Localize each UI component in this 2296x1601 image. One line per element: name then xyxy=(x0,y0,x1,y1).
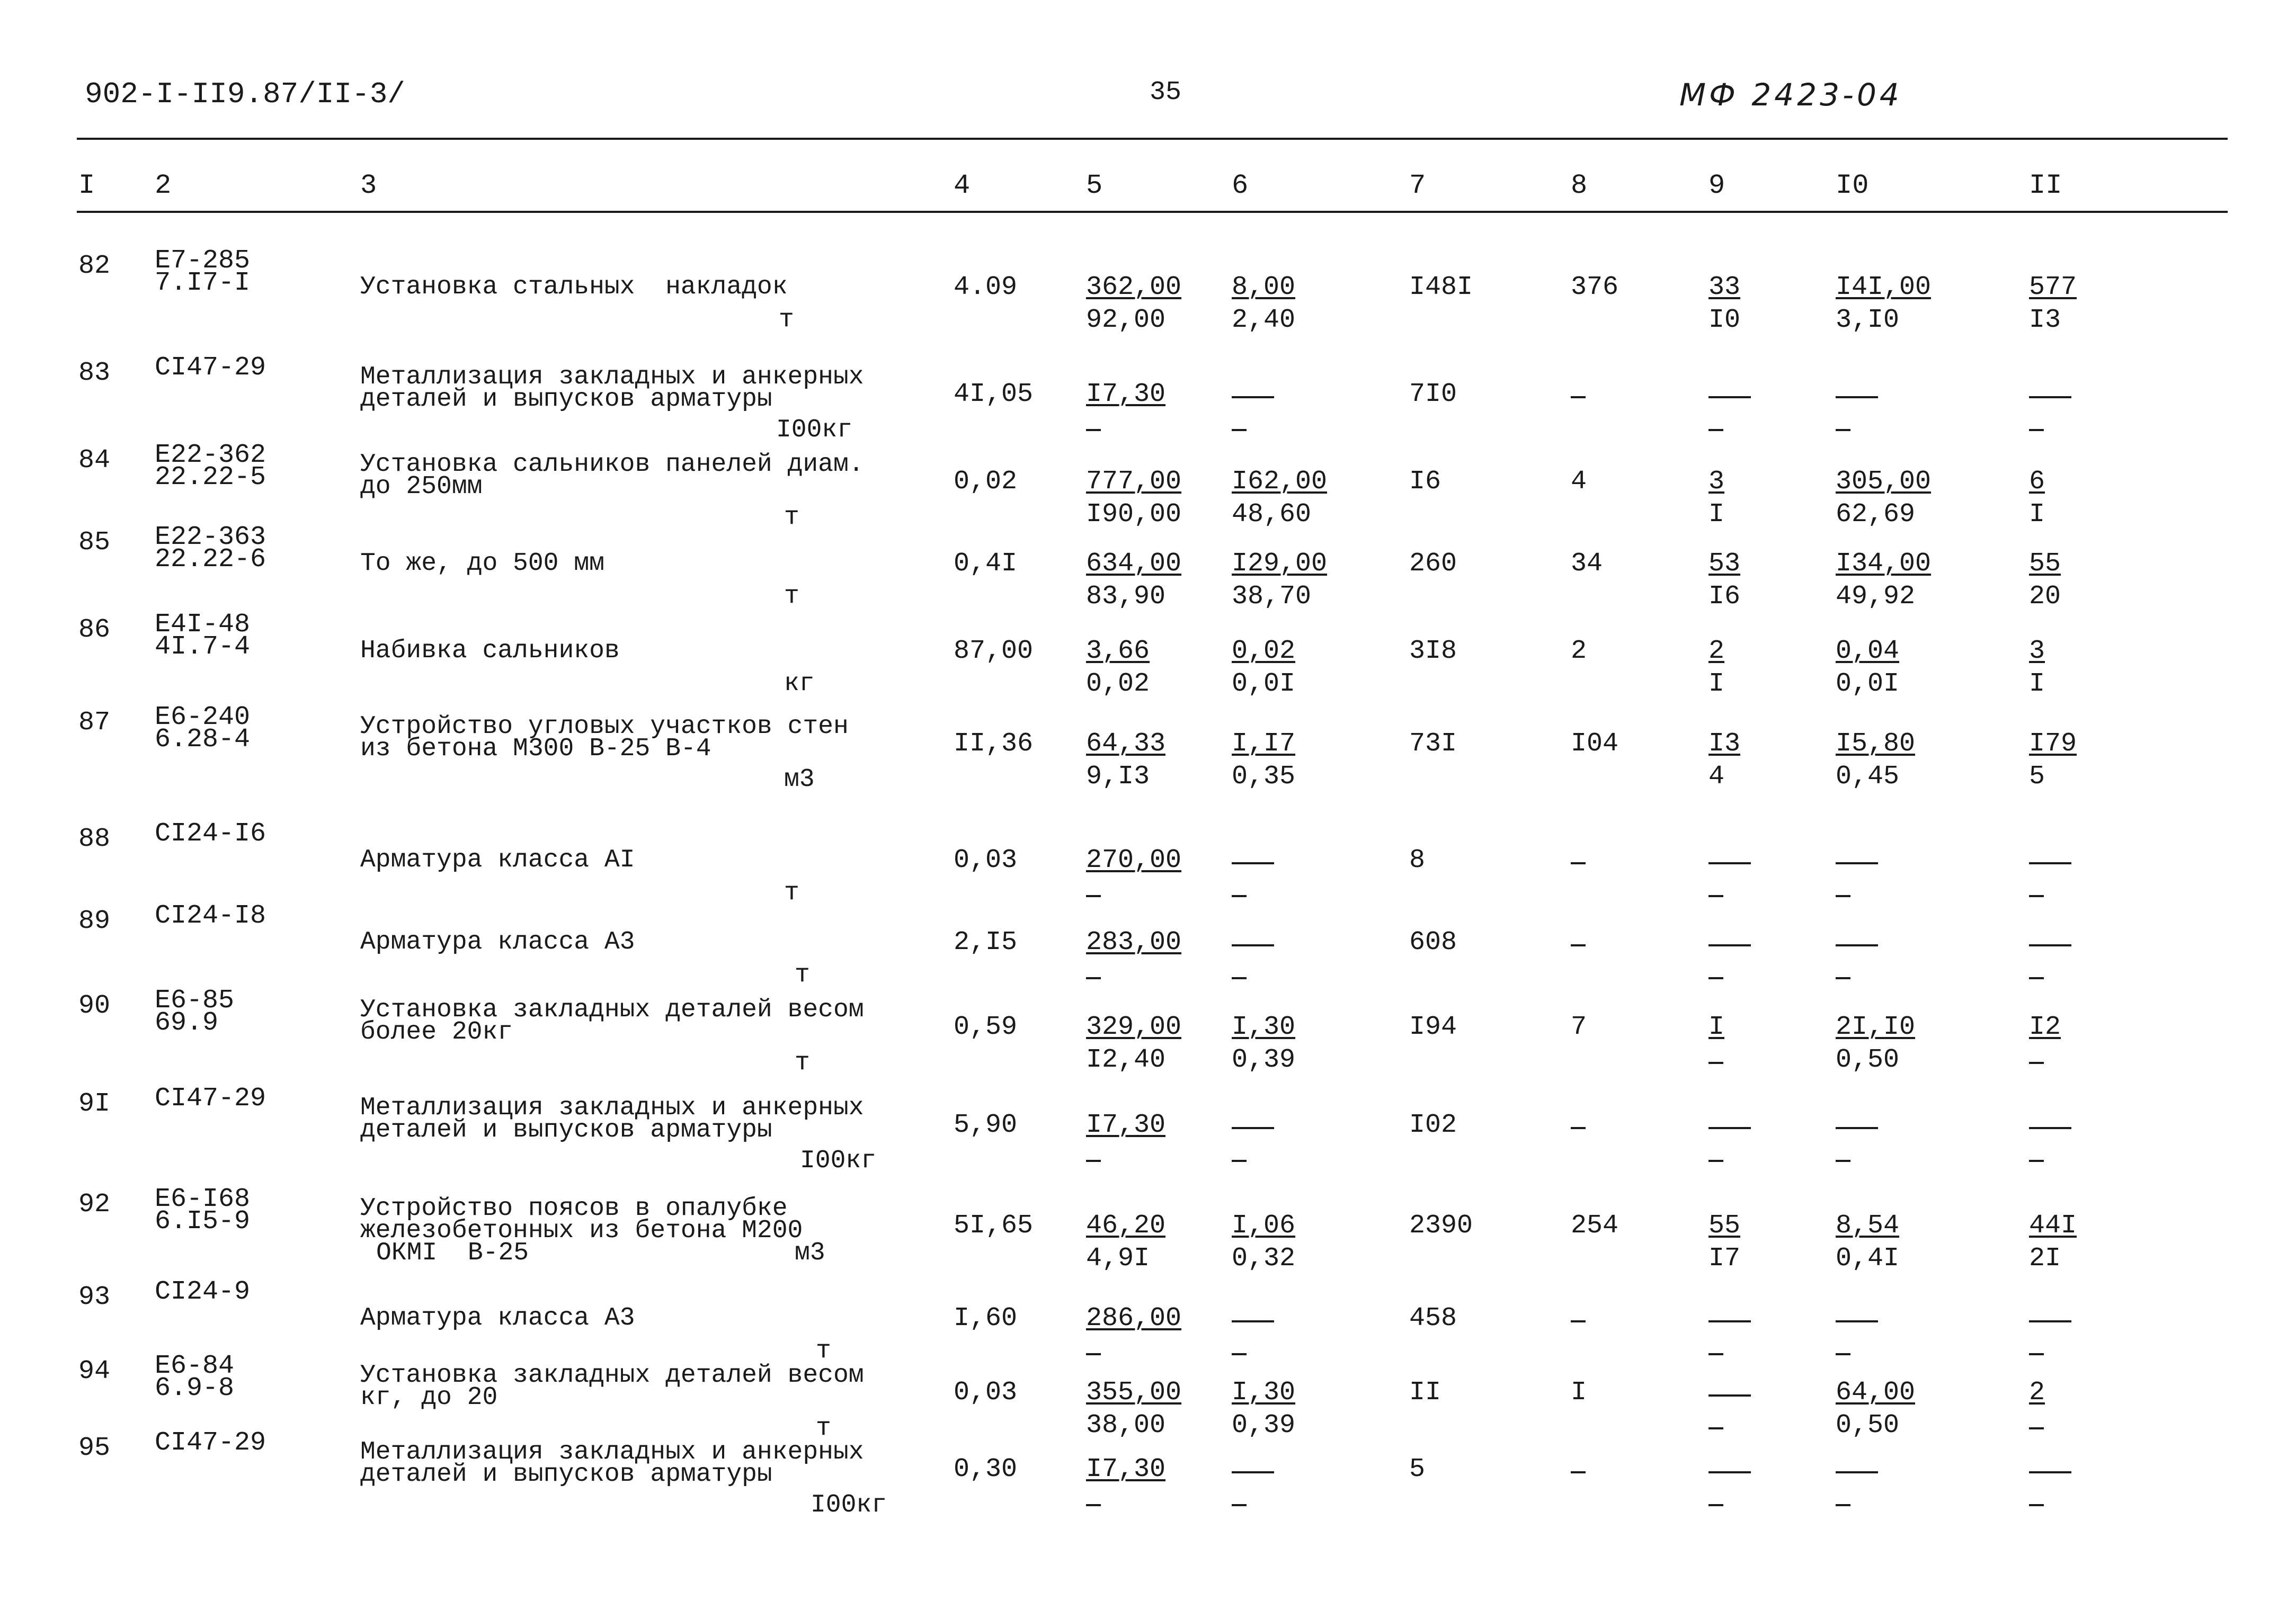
row-description-line2: деталей и выпусков арматуры xyxy=(360,385,772,414)
row-c11-bottom xyxy=(2029,1353,2044,1355)
row-c6-bottom: 0,39 xyxy=(1232,1045,1296,1075)
row-c11-bottom: 5 xyxy=(2029,762,2045,792)
row-c8 xyxy=(1571,396,1586,398)
column-header-3: 3 xyxy=(360,170,377,201)
row-c9-top xyxy=(1708,944,1751,946)
row-c11-bottom xyxy=(2029,1504,2044,1506)
row-c7: 7I0 xyxy=(1409,379,1457,409)
row-description-line2: более 20кг xyxy=(360,1018,513,1047)
row-quantity: 5I,65 xyxy=(954,1211,1034,1241)
row-c10-bottom: 0,45 xyxy=(1836,762,1900,792)
row-c5-bottom: 9,I3 xyxy=(1086,762,1150,792)
row-unit: т xyxy=(779,306,794,334)
row-c8: 254 xyxy=(1571,1211,1619,1241)
row-c5-bottom xyxy=(1086,1160,1101,1162)
row-number: 90 xyxy=(78,991,111,1021)
row-c8: 4 xyxy=(1571,467,1587,497)
row-number: 82 xyxy=(78,251,111,281)
row-code: СI24-I6 xyxy=(155,819,266,849)
row-c6-bottom xyxy=(1232,977,1247,979)
row-description: Набивка сальников xyxy=(360,637,620,665)
row-c11-top: 6 xyxy=(2029,467,2045,497)
row-c6-bottom: 0,32 xyxy=(1232,1244,1296,1274)
row-c5-bottom xyxy=(1086,1504,1101,1506)
row-c10-bottom xyxy=(1836,1160,1850,1162)
doc-code: 902-I-II9.87/II-3/ xyxy=(85,77,405,111)
row-c11-bottom xyxy=(2029,977,2044,979)
row-quantity: 0,59 xyxy=(954,1012,1018,1042)
row-c11-top: 2 xyxy=(2029,1378,2045,1408)
column-header-8: 8 xyxy=(1571,170,1588,201)
row-c5-top: I7,30 xyxy=(1086,1110,1166,1140)
row-c5-bottom xyxy=(1086,977,1101,979)
column-header-5: 5 xyxy=(1086,170,1103,201)
row-unit: м3 xyxy=(784,765,815,794)
row-c11-bottom: I xyxy=(2029,669,2045,699)
row-c8 xyxy=(1571,862,1586,864)
column-header-2: 2 xyxy=(155,170,172,201)
row-c10-top xyxy=(1836,1127,1878,1129)
row-c11-top xyxy=(2029,944,2071,946)
row-c6-top: I62,00 xyxy=(1232,467,1328,497)
row-quantity: I,60 xyxy=(954,1303,1018,1334)
column-header-10: I0 xyxy=(1836,170,1869,201)
row-description: Установка закладных деталей весом xyxy=(360,996,864,1024)
row-quantity: 0,4I xyxy=(954,549,1018,579)
row-c7: I94 xyxy=(1409,1012,1457,1042)
row-description-line2: деталей и выпусков арматуры xyxy=(360,1116,772,1144)
row-code: Е7-285 xyxy=(155,246,251,276)
row-code-sub: 22.22-6 xyxy=(155,544,266,575)
row-c11-top xyxy=(2029,1320,2071,1322)
row-c7: I6 xyxy=(1409,467,1441,497)
row-code: СI47-29 xyxy=(155,1084,266,1114)
row-c5-bottom: 0,02 xyxy=(1086,669,1150,699)
row-c6-bottom xyxy=(1232,895,1247,897)
row-c6-top xyxy=(1232,1127,1274,1129)
row-code: Е6-240 xyxy=(155,702,251,732)
column-header-6: 6 xyxy=(1232,170,1249,201)
row-c9-top: 53 xyxy=(1708,549,1741,579)
row-c6-top xyxy=(1232,862,1274,864)
row-c10-bottom: 3,I0 xyxy=(1836,305,1900,335)
row-c10-top xyxy=(1836,396,1878,398)
row-c11-bottom: I3 xyxy=(2029,305,2061,335)
row-unit: м3 xyxy=(795,1239,825,1267)
row-c5-top: 46,20 xyxy=(1086,1211,1166,1241)
row-number: 9I xyxy=(78,1089,111,1119)
row-c10-bottom: 49,92 xyxy=(1836,582,1916,612)
row-unit: кг xyxy=(784,669,815,698)
row-c10-bottom: 0,50 xyxy=(1836,1410,1900,1441)
row-c8 xyxy=(1571,1471,1586,1473)
row-description-line2: из бетона М300 В-25 В-4 xyxy=(360,735,711,763)
row-c9-top xyxy=(1708,1127,1751,1129)
row-c5-bottom: 38,00 xyxy=(1086,1410,1166,1441)
row-description: То же, до 500 мм xyxy=(360,549,604,578)
row-c5-bottom: 92,00 xyxy=(1086,305,1166,335)
row-quantity: 4.09 xyxy=(954,272,1018,302)
row-description-line2: деталей и выпусков арматуры xyxy=(360,1460,772,1489)
row-c10-bottom xyxy=(1836,1504,1850,1506)
row-c9-top: I3 xyxy=(1708,729,1741,759)
row-number: 84 xyxy=(78,445,111,476)
row-c10-top xyxy=(1836,944,1878,946)
row-c6-bottom: 0,0I xyxy=(1232,669,1296,699)
row-description-line2: кг, до 20 xyxy=(360,1383,498,1412)
row-c6-top xyxy=(1232,944,1274,946)
row-c8: I04 xyxy=(1571,729,1619,759)
row-c6-top xyxy=(1232,1471,1274,1473)
row-c6-bottom xyxy=(1232,1353,1247,1355)
row-description: Арматура класса АI xyxy=(360,846,635,874)
row-number: 89 xyxy=(78,906,111,936)
row-c9-top xyxy=(1708,1320,1751,1322)
row-description-line2: железобетонных из бетона М200 xyxy=(360,1217,803,1245)
row-c6-top: I,30 xyxy=(1232,1378,1296,1408)
row-c7: I48I xyxy=(1409,272,1473,302)
row-c5-top: 634,00 xyxy=(1086,549,1182,579)
row-code-sub: 22.22-5 xyxy=(155,462,266,493)
row-number: 83 xyxy=(78,358,111,388)
row-c8: I xyxy=(1571,1378,1587,1408)
row-unit: т xyxy=(795,1049,810,1077)
row-c5-bottom: I90,00 xyxy=(1086,499,1182,530)
row-c5-bottom: 4,9I xyxy=(1086,1244,1150,1274)
row-c10-bottom: 0,50 xyxy=(1836,1045,1900,1075)
row-c5-top: I7,30 xyxy=(1086,1454,1166,1484)
column-header-9: 9 xyxy=(1708,170,1725,201)
row-c11-bottom xyxy=(2029,1062,2044,1064)
row-c5-bottom: I2,40 xyxy=(1086,1045,1166,1075)
row-c10-top: 305,00 xyxy=(1836,467,1932,497)
row-description: Устройство угловых участков стен xyxy=(360,712,849,741)
row-c10-bottom: 0,4I xyxy=(1836,1244,1900,1274)
row-code-sub: 4I.7-4 xyxy=(155,632,251,662)
row-c6-top: I,06 xyxy=(1232,1211,1296,1241)
row-c9-bottom: I7 xyxy=(1708,1244,1741,1274)
row-c6-bottom: 0,39 xyxy=(1232,1410,1296,1441)
row-c10-top xyxy=(1836,1471,1878,1473)
row-c5-top: 355,00 xyxy=(1086,1378,1182,1408)
row-c11-bottom xyxy=(2029,895,2044,897)
row-code-sub: 6.28-4 xyxy=(155,725,251,755)
row-description: Арматура класса А3 xyxy=(360,928,635,956)
row-c6-top xyxy=(1232,1320,1274,1322)
row-c10-bottom: 0,0I xyxy=(1836,669,1900,699)
row-c11-bottom xyxy=(2029,1160,2044,1162)
row-code: СI47-29 xyxy=(155,353,266,383)
row-c6-bottom xyxy=(1232,1160,1247,1162)
row-c11-top: 3 xyxy=(2029,636,2045,666)
row-unit: I00кг xyxy=(800,1147,877,1175)
row-code: Е22-362 xyxy=(155,440,266,470)
row-c11-top: 55 xyxy=(2029,549,2061,579)
row-c5-top: 777,00 xyxy=(1086,467,1182,497)
row-c8: 376 xyxy=(1571,272,1619,302)
row-c9-bottom xyxy=(1708,1427,1723,1429)
row-c11-bottom: 2I xyxy=(2029,1244,2061,1274)
row-quantity: 5,90 xyxy=(954,1110,1018,1140)
row-c11-top: I79 xyxy=(2029,729,2077,759)
row-description: Устройство поясов в опалубке xyxy=(360,1194,788,1223)
row-c10-top: 0,04 xyxy=(1836,636,1900,666)
row-c10-top: 8,54 xyxy=(1836,1211,1900,1241)
row-unit: I00кг xyxy=(776,416,853,444)
row-c9-bottom: I6 xyxy=(1708,582,1741,612)
row-c10-bottom xyxy=(1836,977,1850,979)
row-c6-top: 0,02 xyxy=(1232,636,1296,666)
row-unit: т xyxy=(784,582,799,611)
row-unit: т xyxy=(816,1337,831,1365)
row-c5-bottom xyxy=(1086,1353,1101,1355)
row-c8: 2 xyxy=(1571,636,1587,666)
row-c6-bottom: 38,70 xyxy=(1232,582,1312,612)
row-c11-top xyxy=(2029,1471,2071,1473)
row-unit: I00кг xyxy=(811,1491,887,1519)
row-c11-top: 44I xyxy=(2029,1211,2077,1241)
row-c8: 34 xyxy=(1571,549,1603,579)
row-c7: 2390 xyxy=(1409,1211,1473,1241)
row-c9-bottom: I xyxy=(1708,669,1725,699)
row-c9-bottom xyxy=(1708,1062,1723,1064)
row-number: 93 xyxy=(78,1282,111,1312)
row-c10-top: I34,00 xyxy=(1836,549,1932,579)
row-c7: 8 xyxy=(1409,845,1426,875)
row-code: Е22-363 xyxy=(155,522,266,552)
row-c11-top: 577 xyxy=(2029,272,2077,302)
column-header-1: I xyxy=(78,170,95,201)
row-c5-top: 286,00 xyxy=(1086,1303,1182,1334)
row-c9-top xyxy=(1708,1471,1751,1473)
row-c6-bottom: 0,35 xyxy=(1232,762,1296,792)
row-c11-bottom xyxy=(2029,429,2044,431)
row-c9-bottom xyxy=(1708,1160,1723,1162)
row-c9-bottom: I xyxy=(1708,499,1725,530)
row-code-sub: 6.I5-9 xyxy=(155,1206,251,1237)
row-c9-top: 3 xyxy=(1708,467,1725,497)
row-c5-top: 362,00 xyxy=(1086,272,1182,302)
row-unit: т xyxy=(795,961,810,989)
row-description: Арматура класса А3 xyxy=(360,1304,635,1332)
row-c6-bottom xyxy=(1232,429,1247,431)
row-c5-top: 64,33 xyxy=(1086,729,1166,759)
row-code: Е6-I68 xyxy=(155,1184,251,1214)
row-c7: 458 xyxy=(1409,1303,1457,1334)
row-number: 92 xyxy=(78,1189,111,1220)
row-description: Установка сальников панелей диам. xyxy=(360,450,864,479)
row-quantity: 87,00 xyxy=(954,636,1034,666)
row-c5-bottom: 83,90 xyxy=(1086,582,1166,612)
row-c7: 5 xyxy=(1409,1454,1426,1484)
row-c6-bottom: 48,60 xyxy=(1232,499,1312,530)
row-c6-bottom xyxy=(1232,1504,1247,1506)
page-number: 35 xyxy=(1150,77,1182,108)
row-c10-bottom: 62,69 xyxy=(1836,499,1916,530)
row-c6-top: 8,00 xyxy=(1232,272,1296,302)
row-c5-top: I7,30 xyxy=(1086,379,1166,409)
row-c7: 73I xyxy=(1409,729,1457,759)
row-c8 xyxy=(1571,1127,1586,1129)
row-c9-top xyxy=(1708,396,1751,398)
row-code-sub: 6.9-8 xyxy=(155,1373,235,1403)
row-c10-top: I4I,00 xyxy=(1836,272,1932,302)
row-c11-top xyxy=(2029,396,2071,398)
column-header-4: 4 xyxy=(954,170,971,201)
row-c11-top xyxy=(2029,1127,2071,1129)
row-c5-top: 270,00 xyxy=(1086,845,1182,875)
row-quantity: 0,03 xyxy=(954,1378,1018,1408)
row-c7: II xyxy=(1409,1378,1441,1408)
row-c5-bottom xyxy=(1086,895,1101,897)
row-c10-top xyxy=(1836,1320,1878,1322)
row-c9-bottom xyxy=(1708,1504,1723,1506)
row-code: Е6-85 xyxy=(155,986,235,1016)
row-c7: 3I8 xyxy=(1409,636,1457,666)
row-unit: т xyxy=(784,503,799,532)
row-c8 xyxy=(1571,1320,1586,1322)
row-c11-top: I2 xyxy=(2029,1012,2061,1042)
row-c9-top: 2 xyxy=(1708,636,1725,666)
row-c10-top xyxy=(1836,862,1878,864)
row-c11-bottom: I xyxy=(2029,499,2045,530)
row-c11-bottom xyxy=(2029,1427,2044,1429)
row-quantity: 0,03 xyxy=(954,845,1018,875)
row-c11-bottom: 20 xyxy=(2029,582,2061,612)
column-header-11: II xyxy=(2029,170,2062,201)
header-rule xyxy=(77,211,2228,213)
row-c9-top: I xyxy=(1708,1012,1725,1042)
row-c6-top: I,I7 xyxy=(1232,729,1296,759)
row-c10-top: I5,80 xyxy=(1836,729,1916,759)
row-quantity: II,36 xyxy=(954,729,1034,759)
row-code-sub: 7.I7-I xyxy=(155,268,251,298)
row-quantity: 4I,05 xyxy=(954,379,1034,409)
row-number: 94 xyxy=(78,1356,111,1387)
row-c8: 7 xyxy=(1571,1012,1587,1042)
row-c11-top xyxy=(2029,862,2071,864)
row-c9-top: 33 xyxy=(1708,272,1741,302)
row-c10-bottom xyxy=(1836,429,1850,431)
row-description-line3: ОКМI В-25 xyxy=(376,1239,529,1267)
row-code: СI24-9 xyxy=(155,1277,251,1307)
row-quantity: 0,02 xyxy=(954,467,1018,497)
row-code: Е6-84 xyxy=(155,1351,235,1381)
row-code: СI47-29 xyxy=(155,1428,266,1458)
row-c5-top: 329,00 xyxy=(1086,1012,1182,1042)
row-c5-top: 283,00 xyxy=(1086,927,1182,958)
row-description: Установка стальных накладок xyxy=(360,273,788,301)
row-code: СI24-I8 xyxy=(155,901,266,931)
row-number: 86 xyxy=(78,615,111,645)
top-rule xyxy=(77,138,2228,140)
column-header-7: 7 xyxy=(1409,170,1426,201)
row-c9-bottom xyxy=(1708,977,1723,979)
row-c10-bottom xyxy=(1836,895,1850,897)
row-c7: 260 xyxy=(1409,549,1457,579)
row-c8 xyxy=(1571,944,1586,946)
row-c10-top: 64,00 xyxy=(1836,1378,1916,1408)
row-c6-top: I,30 xyxy=(1232,1012,1296,1042)
row-c9-bottom xyxy=(1708,429,1723,431)
row-quantity: 2,I5 xyxy=(954,927,1018,958)
row-code: Е4I-48 xyxy=(155,610,251,640)
row-description: Установка закладных деталей весом xyxy=(360,1361,864,1390)
row-c5-bottom xyxy=(1086,429,1101,431)
row-c7: I02 xyxy=(1409,1110,1457,1140)
row-description: Металлизация закладных и анкерных xyxy=(360,363,864,391)
row-c5-top: 3,66 xyxy=(1086,636,1150,666)
row-c10-top: 2I,I0 xyxy=(1836,1012,1916,1042)
row-number: 85 xyxy=(78,527,111,558)
stamp-number: МФ 2423-04 xyxy=(1679,77,1902,113)
row-c9-bottom xyxy=(1708,895,1723,897)
row-c9-bottom xyxy=(1708,1353,1723,1355)
row-c9-top xyxy=(1708,1394,1751,1397)
row-c7: 608 xyxy=(1409,927,1457,958)
row-c6-top: I29,00 xyxy=(1232,549,1328,579)
row-number: 95 xyxy=(78,1433,111,1463)
row-unit: т xyxy=(784,879,799,907)
row-c6-bottom: 2,40 xyxy=(1232,305,1296,335)
row-unit: т xyxy=(816,1414,831,1443)
row-code-sub: 69.9 xyxy=(155,1008,219,1038)
row-c9-top xyxy=(1708,862,1751,864)
row-c6-top xyxy=(1232,396,1274,398)
row-description: Металлизация закладных и анкерных xyxy=(360,1094,864,1122)
row-c10-bottom xyxy=(1836,1353,1850,1355)
row-c9-top: 55 xyxy=(1708,1211,1741,1241)
row-number: 88 xyxy=(78,824,111,854)
row-number: 87 xyxy=(78,708,111,738)
row-quantity: 0,30 xyxy=(954,1454,1018,1484)
row-c9-bottom: 4 xyxy=(1708,762,1725,792)
row-c9-bottom: I0 xyxy=(1708,305,1741,335)
row-description-line2: до 250мм xyxy=(360,472,483,501)
row-description: Металлизация закладных и анкерных xyxy=(360,1438,864,1466)
